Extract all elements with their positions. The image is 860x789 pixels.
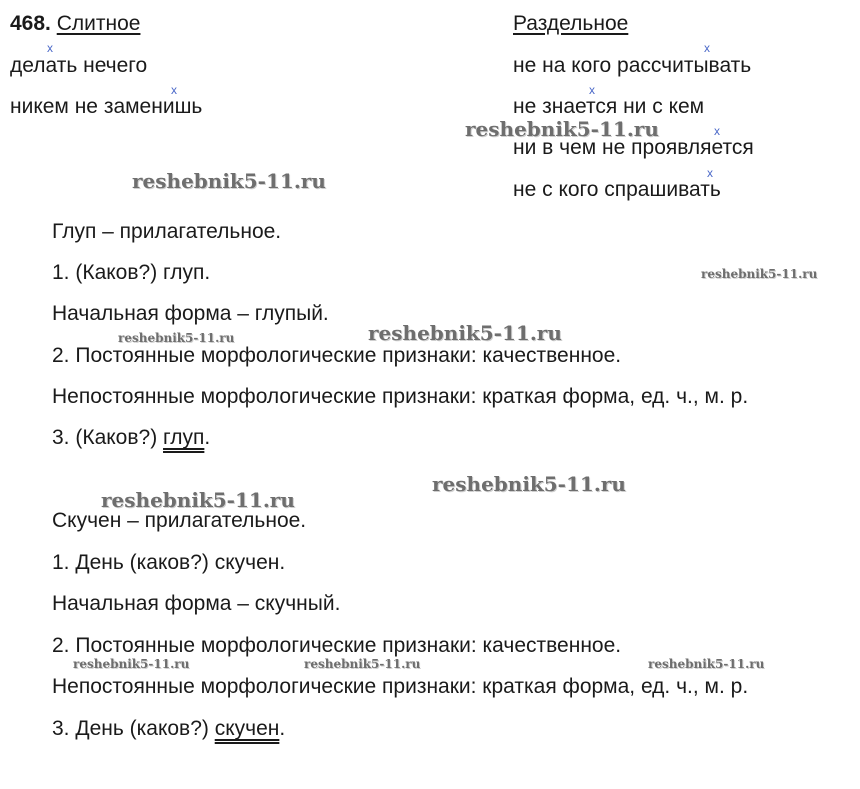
watermark: reshebnik5-11.ru xyxy=(101,488,295,512)
stress-mark: x xyxy=(714,124,720,138)
parse-line: Скучен – прилагательное. xyxy=(52,509,307,532)
watermark: reshebnik5-11.ru xyxy=(368,321,562,345)
parse-line: Начальная форма – скучный. xyxy=(52,592,341,615)
watermark: reshebnik5-11.ru xyxy=(432,472,626,496)
watermark: reshebnik5-11.ru xyxy=(465,117,659,141)
parse-line: 3. (Каков?) глуп. xyxy=(52,426,211,449)
left-item: никем не заменишь xyxy=(10,95,203,118)
predicate-word: глуп xyxy=(163,426,205,449)
parse-line: 1. День (каков?) скучен. xyxy=(52,551,286,574)
stress-mark: x xyxy=(704,41,710,55)
predicate-word: скучен xyxy=(214,717,280,740)
parse-line: 2. Постоянные морфологические признаки: качественное. xyxy=(52,344,622,367)
parse-line: 1. (Каков?) глуп. xyxy=(52,261,211,284)
exercise-number: 468. xyxy=(10,12,51,35)
right-item: ни в чем не проявляется xyxy=(513,136,754,159)
exercise-header xyxy=(10,12,140,36)
stress-mark: x xyxy=(171,83,177,97)
parse-line: Непостоянные морфологические признаки: краткая форма, ед. ч., м. р. xyxy=(52,385,749,408)
watermark: reshebnik5-11.ru xyxy=(304,657,421,671)
stress-mark: x xyxy=(707,166,713,180)
stress-mark: x xyxy=(589,83,595,97)
right-item: не знается ни с кем xyxy=(513,95,705,118)
column-header-right: Раздельное xyxy=(513,12,629,35)
stress-mark: x xyxy=(47,41,53,55)
parse-line: 2. Постоянные морфологические признаки: качественное. xyxy=(52,634,622,657)
right-item: не с кого спрашивать xyxy=(513,178,721,201)
parse-line: Начальная форма – глупый. xyxy=(52,302,329,325)
left-item: делать нечего xyxy=(10,54,148,77)
parse-line: 3. День (каков?) скучен. xyxy=(52,717,286,740)
column-header-left: Слитное xyxy=(56,12,141,35)
parse-line: Глуп – прилагательное. xyxy=(52,220,282,243)
watermark: reshebnik5-11.ru xyxy=(118,331,235,345)
parse-line: Непостоянные морфологические признаки: краткая форма, ед. ч., м. р. xyxy=(52,675,749,698)
watermark: reshebnik5-11.ru xyxy=(132,169,326,193)
right-item: не на кого рассчитывать xyxy=(513,54,752,77)
watermark: reshebnik5-11.ru xyxy=(701,267,818,281)
watermark: reshebnik5-11.ru xyxy=(73,657,190,671)
watermark: reshebnik5-11.ru xyxy=(648,657,765,671)
